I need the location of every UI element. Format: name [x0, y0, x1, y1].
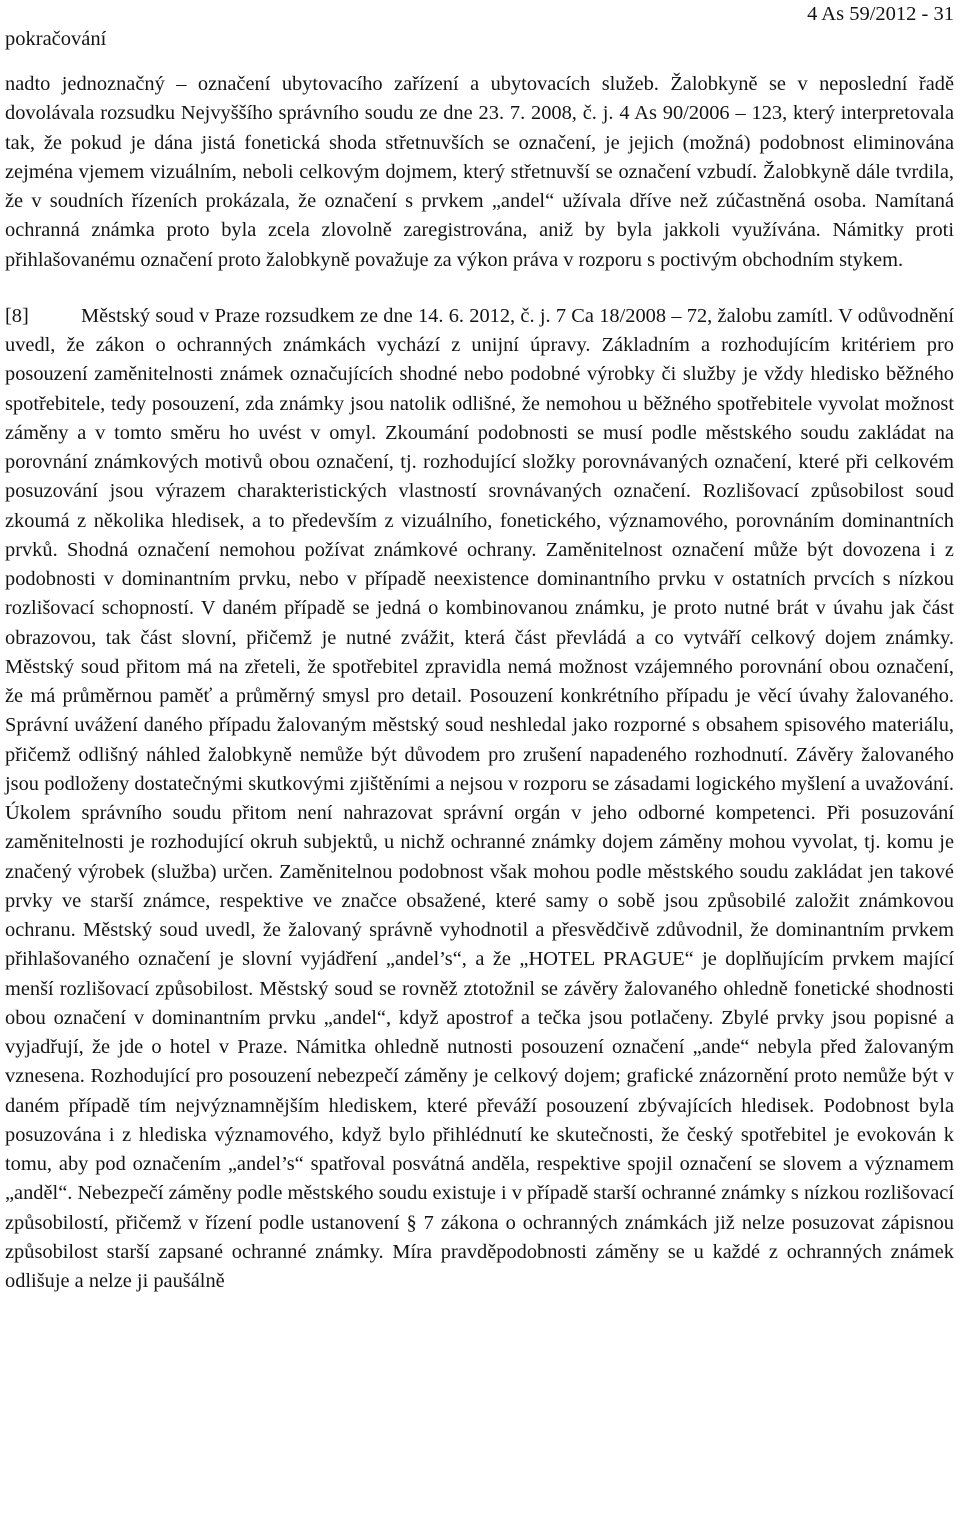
document-page — [5, 0, 954, 1296]
header-case-number: 4 As 59/2012 - 31 — [807, 3, 954, 25]
page-header — [5, 0, 954, 56]
paragraph-8 — [5, 302, 954, 1297]
header-continuation-label: pokračování — [5, 28, 107, 50]
paragraph-number: [8] — [5, 304, 29, 327]
document-body — [5, 70, 954, 1296]
paragraph-continued: nadto jednoznačný – označení ubytovacího zařízení a ubytovacích služeb. Žalobkyně se v neposlední řadě dovolávala rozsudku Nejvyššího správního soudu ze dne 23. 7. 2008, č. j. 4 As 90/2006 – 123, který interpretovala tak, že pokud je dána jistá fonetická shoda střetnuvších se označení, je jejich (možná) podobnost eliminována zejména vjemem vizuálním, neboli celkovým dojmem, který střetnuvší se označení vzbudí. Žalobkyně dále tvrdila, že v soudních řízeních prokázala, že označení s prvkem „andel“ užívala dříve než zúčastněná osoba. Namítaná ochranná známka proto byla zcela zlovolně zaregistrována, aniž by byla jakkoli využívána. Námitky proti přihlašovanému označení proto žalobkyně považuje za výkon práva v rozporu s poctivým obchodním stykem. — [5, 73, 954, 271]
paragraph-text: Městský soud v Praze rozsudkem ze dne 14. 6. 2012, č. j. 7 Ca 18/2008 – 72, žalobu zamítl. V odůvodnění uvedl, že zákon o ochranných známkách vychází z unijní úpravy. Základním a rozhodujícím kritériem pro posouzení zaměnitelnosti známek označujících shodné nebo podobné výrobky či služby je vždy hledisko běžného spotřebitele, tedy posouzení, zda známky jsou natolik odlišné, že nemohou u běžného spotřebitele vyvolat možnost záměny a v tomto směru ho uvést v omyl. Zkoumání podobnosti se musí podle městského soudu zakládat na porovnání známkových motivů obou označení, tj. rozhodující složky porovnávaných označení, které při celkovém posuzování jsou výrazem charakteristických vlastností srovnávaných označení. Rozlišovací způsobilost soud zkoumá z několika hledisek, a to především z vizuálního, fonetického, významového, porovnáním dominantních prvků. Shodná označení nemohou požívat známkové ochrany. Zaměnitelnost označení může být dovozena i z podobnosti v dominantním prvku, nebo v případě neexistence dominantního prvku v ostatních prvcích s nízkou rozlišovací schopností. V daném případě se jedná o kombinovanou známku, je proto nutné brát v úvahu jak část obrazovou, tak část slovní, přičemž je nutné zvážit, která část převládá a co vytváří celkový dojem známky. Městský soud přitom má na zřeteli, že spotřebitel zpravidla nemá možnost vzájemného porovnání obou označení, že má průměrnou paměť a průměrný smysl pro detail. Posouzení konkrétního případu je věcí úvahy žalovaného. Správní uvážení daného případu žalovaným městský soud neshledal jako rozporné s obsahem spisového materiálu, přičemž odlišný náhled žalobkyně nemůže být důvodem pro zrušení napadeného rozhodnutí. Závěry žalovaného jsou podloženy dostatečnými skutkovými zjištěními a nejsou v rozporu se zásadami logického myšlení a uvažování. Úkolem správního soudu přitom není nahrazovat správní orgán v jeho odborné kompetenci. Při posuzování zaměnitelnosti je rozhodující okruh subjektů, u nichž ochranné známky dojem záměny mohou vyvolat, tj. komu je značený výrobek (služba) určen. Zaměnitelnou podobnost však mohou podle městského soudu zakládat jen takové prvky ve starší známce, respektive ve značce obsažené, které samy o sobě jsou způsobilé založit známkovou ochranu. Městský soud uvedl, že žalovaný správně vyhodnotil a přesvědčivě zdůvodnil, že dominantním prvkem přihlašovaného označení je slovní vyjádření „andel’s“, a že „HOTEL PRAGUE“ je doplňujícím prvkem mající menší rozlišovací způsobilost. Městský soud se rovněž ztotožnil se závěry žalovaného ohledně fonetické shodnosti obou označení v dominantním prvku „andel“, když apostrof a tečka jsou potlačeny. Zbylé prvky jsou popisné a vyjadřují, že jde o hotel v Praze. Námitka ohledně nutnosti posouzení označení „ande“ nebyla před žalovaným vznesena. Rozhodující pro posouzení nebezpečí záměny je celkový dojem; grafické znázornění proto nemůže být v daném případě tím nejvýznamnějším hlediskem, které převáží posouzení zbývajících hledisek. Podobnost byla posuzována i z hlediska významového, když bylo přihlédnutí ke skutečnosti, že český spotřebitel je evokován k tomu, aby pod označením „andel’s“ spatřoval posvátná anděla, respektive spojil označení se slovem a významem „anděl“. Nebezpečí záměny podle městského soudu existuje i v případě starší ochranné známky s nízkou rozlišovací způsobilostí, přičemž v řízení podle ustanovení § 7 zákona o ochranných známkách již nelze posuzovat zápisnou způsobilost starší zapsané ochranné známky. Míra pravděpodobnosti záměny se u každé z ochranných známek odlišuje a nelze ji paušálně — [5, 304, 954, 1292]
